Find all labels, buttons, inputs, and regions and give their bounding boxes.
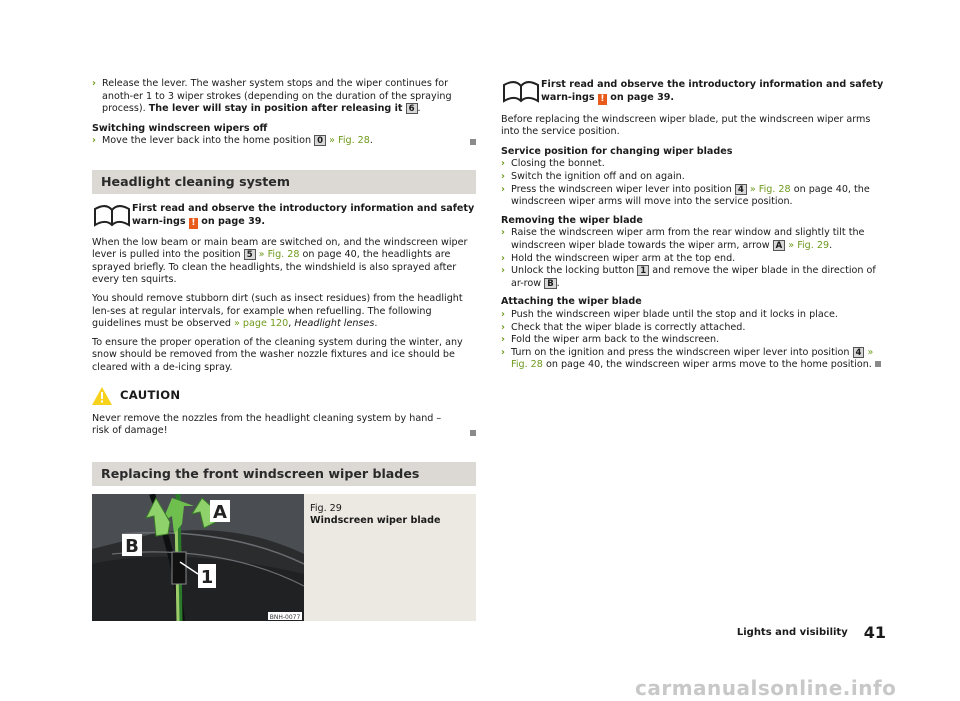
read-first-note: First read and observe the introductory information and safety warn-ings ! on page 39. xyxy=(501,78,885,105)
caution-icon xyxy=(92,387,112,405)
service-position-heading: Service position for changing wiper blades xyxy=(501,145,733,157)
position-key: 4 xyxy=(735,184,747,195)
removing-step-1: › Raise the windscreen wiper arm from the rear window and slightly tilt the windscreen wiper blade towards the wiper arm, arrow A » Fig. 29. xyxy=(501,227,865,251)
step-arrow-icon: › xyxy=(501,183,505,195)
figure-title: Windscreen wiper blade xyxy=(310,515,441,527)
caution-heading: CAUTION xyxy=(92,387,476,405)
page-link[interactable]: » page 120 xyxy=(234,318,289,330)
page-footer xyxy=(737,624,886,642)
caution-text-block xyxy=(92,413,476,438)
figure-29 xyxy=(92,494,476,621)
position-key: 4 xyxy=(853,347,865,358)
attaching-heading: Attaching the wiper blade xyxy=(501,296,642,308)
callout-b: B xyxy=(125,535,139,557)
position-key: 0 xyxy=(314,135,326,146)
fig-link[interactable]: » Fig. 29 xyxy=(788,239,830,251)
step-arrow-icon: › xyxy=(501,170,505,182)
intro-paragraph: Before replacing the windscreen wiper blade, put the windscreen wiper arms into the service position. xyxy=(501,113,871,138)
step-arrow-icon: › xyxy=(501,252,505,264)
fig-link[interactable]: » Fig. 28 xyxy=(258,249,300,261)
removing-heading: Removing the wiper blade xyxy=(501,214,643,226)
attaching-step-3: › Fold the wiper arm back to the windscreen. xyxy=(501,334,720,346)
button-key: 1 xyxy=(637,265,649,276)
figure-caption xyxy=(310,503,440,528)
position-key: 6 xyxy=(406,103,418,114)
figure-number: Fig. 29 xyxy=(310,502,342,514)
removing-step-3: › Unlock the locking button 1 and remove the wiper blade in the direction of ar-row B . xyxy=(501,265,876,289)
headlight-paragraph-3: To ensure the proper operation of the cleaning system during the winter, any snow should be removed from the washer nozzle fixtures and ice should be cleared with a de-icing spray. xyxy=(92,336,463,373)
warning-icon: ! xyxy=(189,218,198,229)
step-arrow-icon: › xyxy=(501,346,505,358)
watermark: carmanualsonline.info xyxy=(635,676,897,701)
service-step-3: › Press the windscreen wiper lever into position 4 » Fig. 28 on page 40, the windscreen wiper arms will move into the service position. xyxy=(501,183,870,208)
attaching-step-2: › Check that the wiper blade is correctly attached. xyxy=(501,321,746,333)
headlight-paragraph-2: You should remove stubborn dirt (such as insect residues) from the headlight len-ses at regular intervals, for example when refuelling. The following guidelines must be observed » page 120, Headlight lenses. xyxy=(92,292,463,330)
step-arrow-icon: › xyxy=(501,334,505,346)
step-arrow-icon: › xyxy=(501,227,505,239)
arrow-key: B xyxy=(544,278,556,289)
position-key: 5 xyxy=(244,249,256,260)
left-column xyxy=(92,78,476,621)
book-icon xyxy=(501,78,541,104)
right-column xyxy=(501,78,885,372)
step-arrow-icon: › xyxy=(501,158,505,170)
warning-icon: ! xyxy=(598,94,607,105)
step-arrow-icon: › xyxy=(501,308,505,320)
replacing-wiper-heading: Replacing the front windscreen wiper blades xyxy=(92,462,476,486)
step-arrow-icon: › xyxy=(501,321,505,333)
callout-1: 1 xyxy=(200,566,214,588)
release-lever-step: › Release the lever. The washer system stops and the wiper continues for anoth-er 1 to 3 wiper strokes (depending on the duration of the spraying process). The lever will stay in position after releasing it 6 . xyxy=(92,78,452,115)
step-arrow-icon: › xyxy=(92,78,96,89)
service-step-1: › Closing the bonnet. xyxy=(501,158,605,170)
switching-off-step: › Move the lever back into the home position 0 » Fig. 28. xyxy=(92,135,476,148)
step-arrow-icon: › xyxy=(92,135,96,147)
attaching-step-4: › Turn on the ignition and press the windscreen wiper lever into position 4 » Fig. 28 on page 40, the windscreen wiper arms move to the home position. xyxy=(501,347,885,372)
fig-link[interactable]: » Fig. 28 xyxy=(511,346,874,371)
fig-link[interactable]: » Fig. 28 xyxy=(749,183,791,195)
read-first-note: First read and observe the introductory information and safety warn-ings ! on page 39. xyxy=(92,202,476,229)
section-end-icon xyxy=(875,361,881,367)
wiper-blade-image xyxy=(92,494,304,621)
image-code: BNH-0077 xyxy=(269,613,301,621)
fig-link[interactable]: » Fig. 28 xyxy=(329,135,370,147)
book-icon xyxy=(92,202,132,228)
headlight-paragraph-1: When the low beam or main beam are switched on, and the windscreen wiper lever is pulled into the position 5 » Fig. 28 on page 40, the headlights are sprayed briefly. To clean the headlights, the windshield is also sprayed after every ten squirts. xyxy=(92,236,468,286)
footer-section-title: Lights and visibility xyxy=(736,627,848,639)
service-step-2: › Switch the ignition off and on again. xyxy=(501,170,685,182)
step-arrow-icon: › xyxy=(501,265,505,277)
caution-text: Never remove the nozzles from the headlight cleaning system by hand – risk of damage! xyxy=(92,412,442,437)
switching-off-heading: Switching windscreen wipers off xyxy=(92,122,268,134)
section-end-icon xyxy=(470,139,476,145)
callout-a: A xyxy=(213,501,227,523)
removing-step-2: › Hold the windscreen wiper arm at the top end. xyxy=(501,252,736,264)
section-end-icon xyxy=(470,430,476,436)
page-number: 41 xyxy=(863,623,886,642)
headlight-cleaning-heading: Headlight cleaning system xyxy=(92,170,476,194)
attaching-step-1: › Push the windscreen wiper blade until the stop and it locks in place. xyxy=(501,308,838,320)
arrow-key: A xyxy=(773,240,786,251)
